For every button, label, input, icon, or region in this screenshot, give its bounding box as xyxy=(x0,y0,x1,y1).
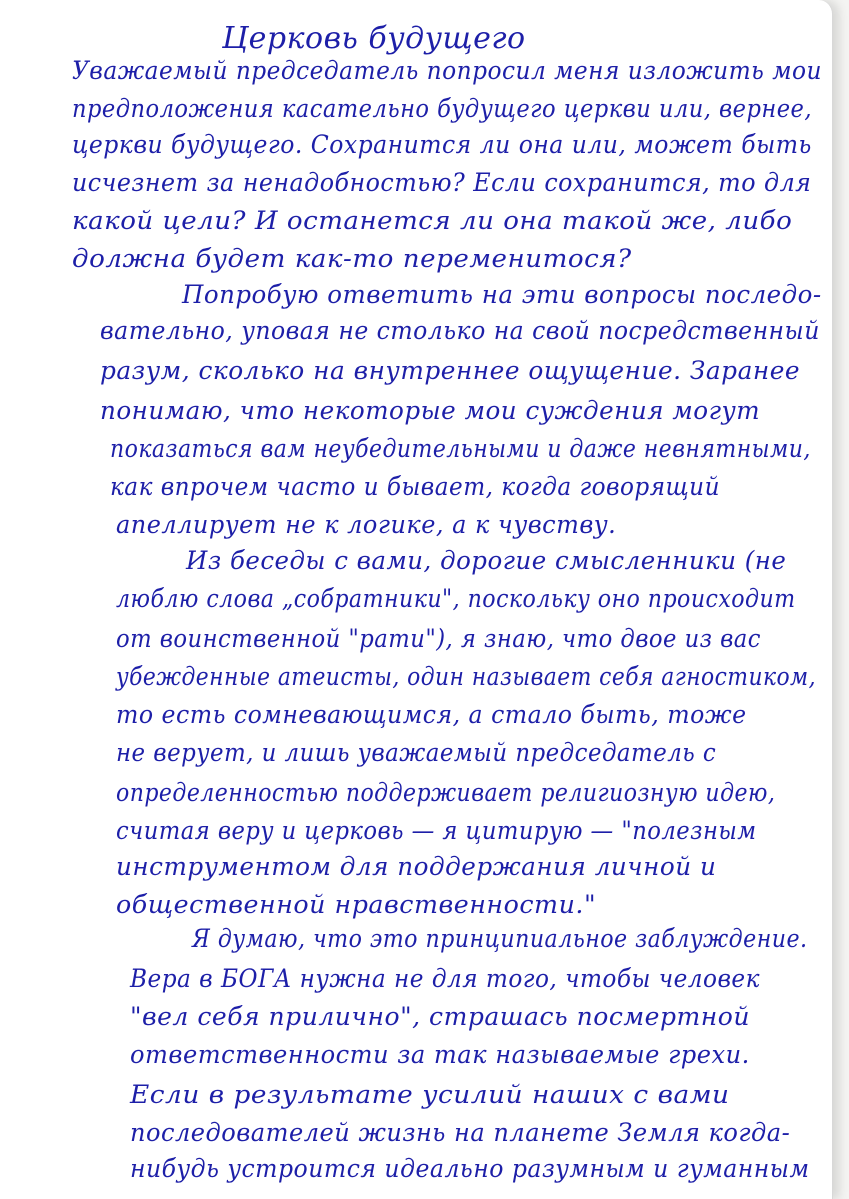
handwritten-line: Попробую ответить на эти вопросы последо- xyxy=(182,280,822,309)
handwritten-line: Я думаю, что это принципиальное заблуждение. xyxy=(192,924,808,953)
handwritten-line: церкви будущего. Сохранится ли она или, может быть xyxy=(72,130,812,159)
handwritten-line: апеллирует не к логике, а к чувству. xyxy=(116,510,617,539)
handwritten-line: предположения касательно будущего церкви или, вернее, xyxy=(72,94,812,123)
handwritten-line: "вел себя прилично", страшась посмертной xyxy=(130,1002,750,1031)
handwritten-line: разум, сколько на внутреннее ощущение. Заранее xyxy=(100,356,801,385)
handwritten-line: Из беседы с вами, дорогие смысленники (не xyxy=(186,546,787,575)
handwritten-line: нибудь устроится идеально разумным и гуманным xyxy=(130,1154,810,1183)
handwritten-line: как впрочем часто и бывает, когда говорящий xyxy=(110,472,720,501)
handwritten-line: Уважаемый председатель попросил меня изложить мои xyxy=(72,56,822,85)
handwritten-line: то есть сомневающимся, а стало быть, тоже xyxy=(116,700,747,729)
handwritten-line: считая веру и церковь — я цитирую — "полезным xyxy=(116,816,757,845)
handwritten-line: инструментом для поддержания личной и xyxy=(116,852,717,881)
handwritten-line: не верует, и лишь уважаемый председатель с xyxy=(116,738,717,767)
handwritten-line: от воинственной "рати"), я знаю, что двое из вас xyxy=(116,624,761,653)
handwritten-line: Если в результате усилий наших с вами xyxy=(130,1080,730,1109)
handwritten-line: убежденные атеисты, один называет себя агностиком, xyxy=(116,662,816,691)
handwritten-line: последователей жизнь на планете Земля когда- xyxy=(130,1118,791,1147)
handwritten-line: понимаю, что некоторые мои суждения могут xyxy=(100,396,761,425)
handwritten-line: вательно, уповая не столько на свой посредственный xyxy=(100,316,820,345)
handwritten-line: люблю слова „собратники", поскольку оно происходит xyxy=(116,584,796,613)
handwritten-line: определенностью поддерживает религиозную идею, xyxy=(116,778,776,807)
handwritten-line: Вера в БОГА нужна не для того, чтобы человек xyxy=(130,964,760,993)
handwritten-line: показаться вам неубедительными и даже невнятными, xyxy=(110,434,811,463)
handwritten-line: исчезнет за ненадобностью? Если сохранится, то для xyxy=(72,168,812,197)
page-title: Церковь будущего xyxy=(222,21,526,56)
handwritten-line: ответственности за так называемые грехи. xyxy=(130,1040,750,1069)
handwritten-line: какой цели? И останется ли она такой же, либо xyxy=(72,206,793,235)
handwritten-line: должна будет как-то переменитося? xyxy=(72,244,632,273)
handwritten-line: общественной нравственности." xyxy=(116,890,597,919)
